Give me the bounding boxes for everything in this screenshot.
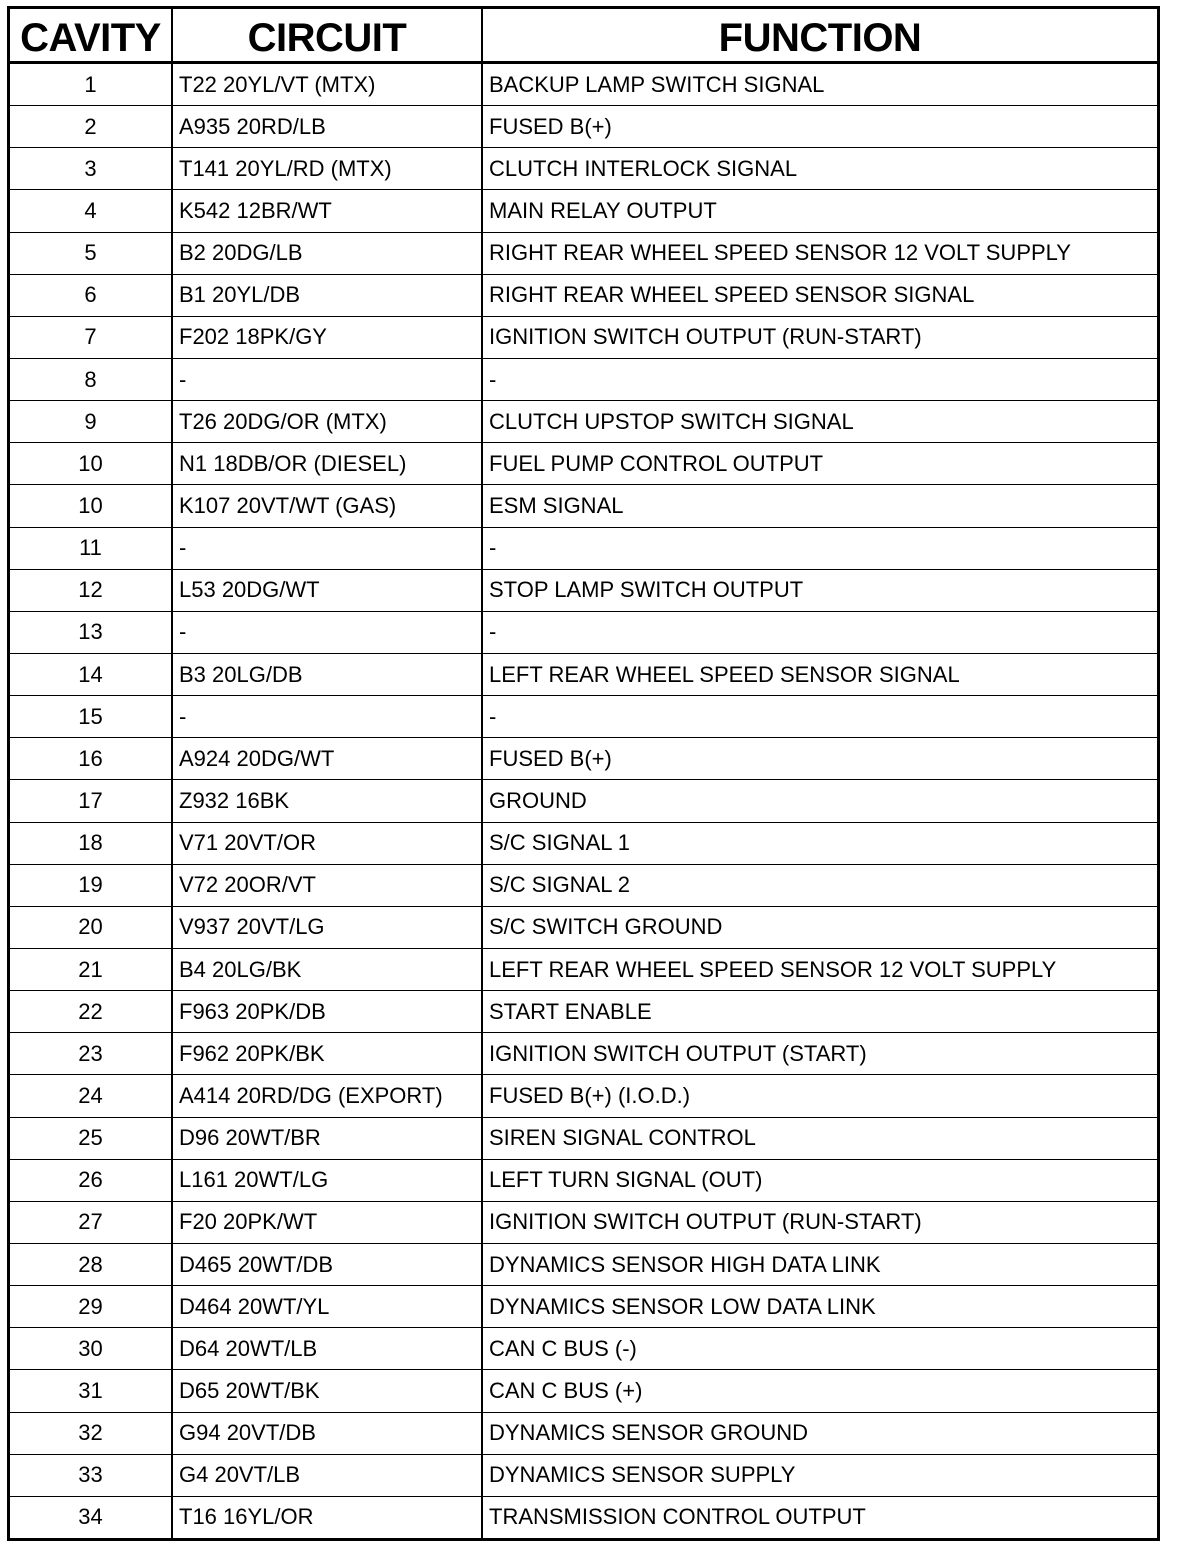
function-cell: - xyxy=(482,611,1157,653)
cavity-cell: 6 xyxy=(10,274,172,316)
function-cell: LEFT TURN SIGNAL (OUT) xyxy=(482,1159,1157,1201)
table-row xyxy=(10,991,1157,1033)
circuit-cell: - xyxy=(172,611,482,653)
circuit-cell: F962 20PK/BK xyxy=(172,1033,482,1075)
cavity-cell: 31 xyxy=(10,1370,172,1412)
circuit-cell: B4 20LG/BK xyxy=(172,948,482,990)
circuit-cell: G4 20VT/LB xyxy=(172,1454,482,1496)
cavity-cell: 3 xyxy=(10,148,172,190)
circuit-cell: B3 20LG/DB xyxy=(172,653,482,695)
circuit-cell: Z932 16BK xyxy=(172,780,482,822)
cavity-cell: 26 xyxy=(10,1159,172,1201)
cavity-cell: 12 xyxy=(10,569,172,611)
function-cell: SIREN SIGNAL CONTROL xyxy=(482,1117,1157,1159)
function-cell: S/C SIGNAL 2 xyxy=(482,864,1157,906)
function-cell: IGNITION SWITCH OUTPUT (RUN-START) xyxy=(482,1201,1157,1243)
function-cell: IGNITION SWITCH OUTPUT (START) xyxy=(482,1033,1157,1075)
function-cell: CLUTCH INTERLOCK SIGNAL xyxy=(482,148,1157,190)
circuit-cell: - xyxy=(172,527,482,569)
circuit-cell: T26 20DG/OR (MTX) xyxy=(172,401,482,443)
cavity-cell: 33 xyxy=(10,1454,172,1496)
table-row xyxy=(10,822,1157,864)
cavity-cell: 15 xyxy=(10,696,172,738)
cavity-cell: 10 xyxy=(10,443,172,485)
function-cell: RIGHT REAR WHEEL SPEED SENSOR SIGNAL xyxy=(482,274,1157,316)
function-cell: FUEL PUMP CONTROL OUTPUT xyxy=(482,443,1157,485)
function-cell: LEFT REAR WHEEL SPEED SENSOR SIGNAL xyxy=(482,653,1157,695)
cavity-cell: 8 xyxy=(10,359,172,401)
circuit-cell: A414 20RD/DG (EXPORT) xyxy=(172,1075,482,1117)
circuit-cell: K542 12BR/WT xyxy=(172,190,482,232)
circuit-cell: T16 16YL/OR xyxy=(172,1496,482,1538)
cavity-cell: 16 xyxy=(10,738,172,780)
function-cell: CAN C BUS (+) xyxy=(482,1370,1157,1412)
circuit-cell: V937 20VT/LG xyxy=(172,906,482,948)
function-cell: CAN C BUS (-) xyxy=(482,1328,1157,1370)
table-row xyxy=(10,359,1157,401)
table-row xyxy=(10,190,1157,232)
function-cell: FUSED B(+) (I.O.D.) xyxy=(482,1075,1157,1117)
circuit-cell: G94 20VT/DB xyxy=(172,1412,482,1454)
table-row xyxy=(10,527,1157,569)
circuit-cell: D464 20WT/YL xyxy=(172,1286,482,1328)
table-row xyxy=(10,569,1157,611)
function-cell: RIGHT REAR WHEEL SPEED SENSOR 12 VOLT SUPPLY xyxy=(482,232,1157,274)
function-cell: - xyxy=(482,696,1157,738)
function-cell: STOP LAMP SWITCH OUTPUT xyxy=(482,569,1157,611)
cavity-cell: 32 xyxy=(10,1412,172,1454)
cavity-cell: 1 xyxy=(10,63,172,106)
table-row xyxy=(10,401,1157,443)
circuit-cell: B1 20YL/DB xyxy=(172,274,482,316)
function-cell: DYNAMICS SENSOR GROUND xyxy=(482,1412,1157,1454)
table-row xyxy=(10,148,1157,190)
table-row xyxy=(10,738,1157,780)
table-row xyxy=(10,1496,1157,1538)
cavity-cell: 23 xyxy=(10,1033,172,1075)
function-cell: MAIN RELAY OUTPUT xyxy=(482,190,1157,232)
cavity-cell: 22 xyxy=(10,991,172,1033)
table-row xyxy=(10,1412,1157,1454)
connector-pinout-table xyxy=(10,9,1157,1538)
cavity-cell: 24 xyxy=(10,1075,172,1117)
cavity-cell: 29 xyxy=(10,1286,172,1328)
function-cell: CLUTCH UPSTOP SWITCH SIGNAL xyxy=(482,401,1157,443)
circuit-cell: K107 20VT/WT (GAS) xyxy=(172,485,482,527)
circuit-cell: D64 20WT/LB xyxy=(172,1328,482,1370)
table-row xyxy=(10,1117,1157,1159)
circuit-cell: F20 20PK/WT xyxy=(172,1201,482,1243)
function-cell: DYNAMICS SENSOR HIGH DATA LINK xyxy=(482,1243,1157,1285)
function-cell: TRANSMISSION CONTROL OUTPUT xyxy=(482,1496,1157,1538)
function-cell: S/C SIGNAL 1 xyxy=(482,822,1157,864)
cavity-cell: 17 xyxy=(10,780,172,822)
cavity-cell: 27 xyxy=(10,1201,172,1243)
header-row xyxy=(10,9,1157,63)
cavity-cell: 13 xyxy=(10,611,172,653)
table-row xyxy=(10,443,1157,485)
table-row xyxy=(10,1033,1157,1075)
header-function: FUNCTION xyxy=(482,9,1157,63)
table-row xyxy=(10,1075,1157,1117)
table-row xyxy=(10,611,1157,653)
cavity-cell: 5 xyxy=(10,232,172,274)
cavity-cell: 25 xyxy=(10,1117,172,1159)
table-row xyxy=(10,906,1157,948)
header-circuit: CIRCUIT xyxy=(172,9,482,63)
cavity-cell: 14 xyxy=(10,653,172,695)
cavity-cell: 28 xyxy=(10,1243,172,1285)
function-cell: DYNAMICS SENSOR SUPPLY xyxy=(482,1454,1157,1496)
function-cell: IGNITION SWITCH OUTPUT (RUN-START) xyxy=(482,316,1157,358)
cavity-cell: 11 xyxy=(10,527,172,569)
cavity-cell: 4 xyxy=(10,190,172,232)
header-cavity: CAVITY xyxy=(10,9,172,63)
table-row xyxy=(10,232,1157,274)
cavity-cell: 20 xyxy=(10,906,172,948)
cavity-cell: 21 xyxy=(10,948,172,990)
circuit-cell: F202 18PK/GY xyxy=(172,316,482,358)
function-cell: FUSED B(+) xyxy=(482,106,1157,148)
cavity-cell: 34 xyxy=(10,1496,172,1538)
function-cell: FUSED B(+) xyxy=(482,738,1157,780)
connector-pinout-table-frame xyxy=(7,6,1160,1541)
table-row xyxy=(10,948,1157,990)
cavity-cell: 2 xyxy=(10,106,172,148)
circuit-cell: D65 20WT/BK xyxy=(172,1370,482,1412)
circuit-cell: T141 20YL/RD (MTX) xyxy=(172,148,482,190)
circuit-cell: T22 20YL/VT (MTX) xyxy=(172,63,482,106)
cavity-cell: 19 xyxy=(10,864,172,906)
circuit-cell: V71 20VT/OR xyxy=(172,822,482,864)
table-row xyxy=(10,1454,1157,1496)
circuit-cell: - xyxy=(172,359,482,401)
table-row xyxy=(10,274,1157,316)
table-body xyxy=(10,63,1157,1539)
circuit-cell: V72 20OR/VT xyxy=(172,864,482,906)
circuit-cell: - xyxy=(172,696,482,738)
circuit-cell: N1 18DB/OR (DIESEL) xyxy=(172,443,482,485)
function-cell: LEFT REAR WHEEL SPEED SENSOR 12 VOLT SUPPLY xyxy=(482,948,1157,990)
table-row xyxy=(10,485,1157,527)
table-header xyxy=(10,9,1157,63)
table-row xyxy=(10,1286,1157,1328)
function-cell: START ENABLE xyxy=(482,991,1157,1033)
cavity-cell: 18 xyxy=(10,822,172,864)
table-row xyxy=(10,864,1157,906)
cavity-cell: 30 xyxy=(10,1328,172,1370)
function-cell: S/C SWITCH GROUND xyxy=(482,906,1157,948)
cavity-cell: 10 xyxy=(10,485,172,527)
function-cell: GROUND xyxy=(482,780,1157,822)
table-row xyxy=(10,63,1157,106)
function-cell: - xyxy=(482,359,1157,401)
table-row xyxy=(10,1201,1157,1243)
table-row xyxy=(10,316,1157,358)
table-row xyxy=(10,653,1157,695)
function-cell: ESM SIGNAL xyxy=(482,485,1157,527)
circuit-cell: L161 20WT/LG xyxy=(172,1159,482,1201)
table-row xyxy=(10,1370,1157,1412)
table-row xyxy=(10,1159,1157,1201)
function-cell: BACKUP LAMP SWITCH SIGNAL xyxy=(489,71,825,97)
table-row xyxy=(10,106,1157,148)
cavity-cell: 7 xyxy=(10,316,172,358)
circuit-cell: A924 20DG/WT xyxy=(172,738,482,780)
table-row xyxy=(10,1328,1157,1370)
circuit-cell: L53 20DG/WT xyxy=(172,569,482,611)
circuit-cell: A935 20RD/LB xyxy=(172,106,482,148)
table-row xyxy=(10,780,1157,822)
circuit-cell: F963 20PK/DB xyxy=(172,991,482,1033)
circuit-cell: D96 20WT/BR xyxy=(172,1117,482,1159)
circuit-cell: B2 20DG/LB xyxy=(172,232,482,274)
function-cell: DYNAMICS SENSOR LOW DATA LINK xyxy=(482,1286,1157,1328)
cavity-cell: 9 xyxy=(10,401,172,443)
function-cell: - xyxy=(482,527,1157,569)
table-row xyxy=(10,696,1157,738)
table-row xyxy=(10,1243,1157,1285)
circuit-cell: D465 20WT/DB xyxy=(172,1243,482,1285)
